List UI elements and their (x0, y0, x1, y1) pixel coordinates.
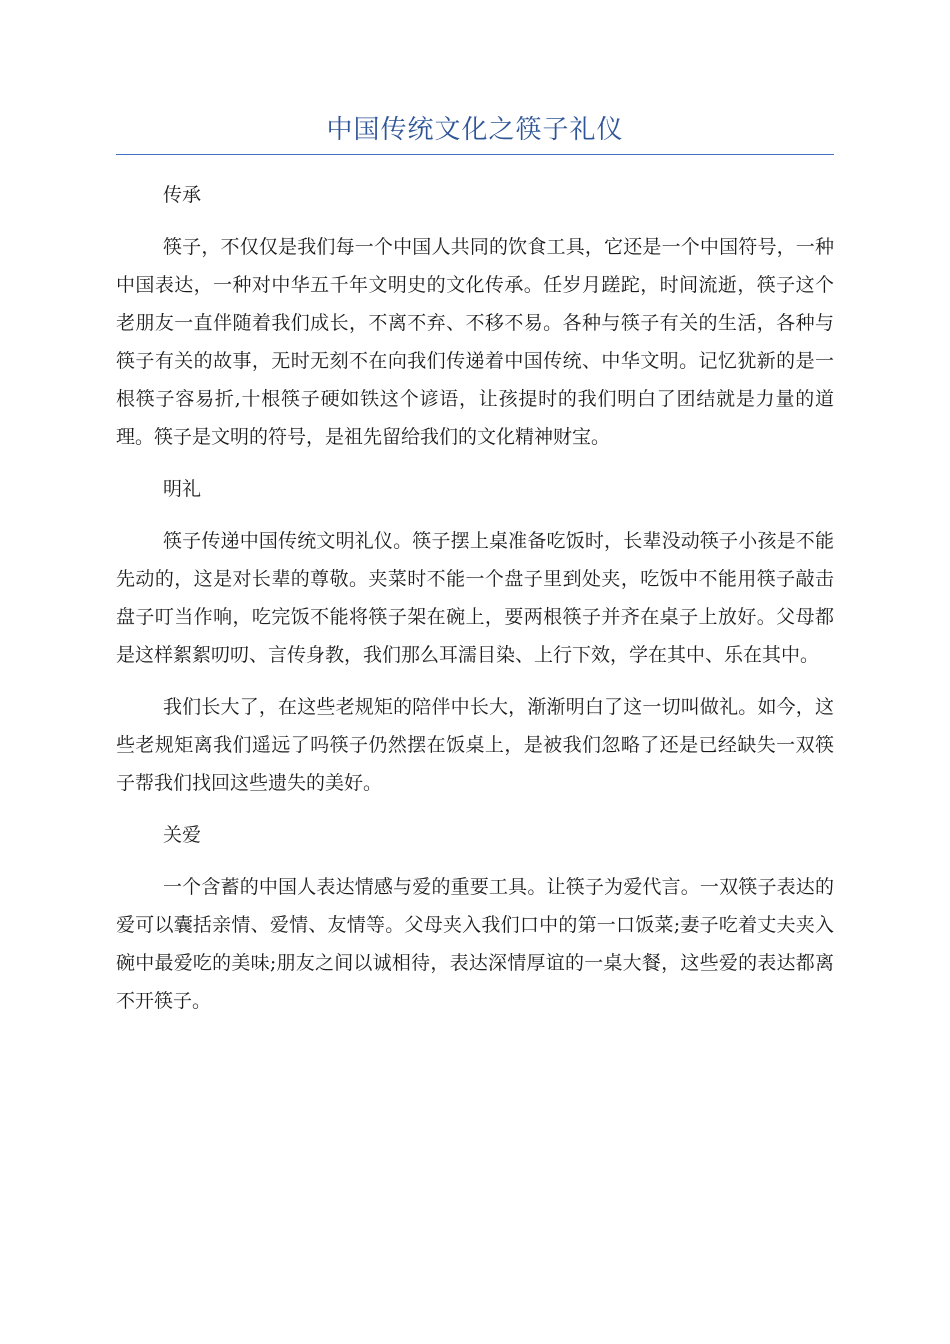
section-heading-inheritance: 传承 (163, 184, 202, 206)
section-heading-care: 关爱 (163, 824, 202, 846)
section-heading-etiquette: 明礼 (163, 478, 202, 500)
document-body (116, 176, 834, 1020)
paragraph: 我们长大了，在这些老规矩的陪伴中长大，渐渐明白了这一切叫做礼。如今，这些老规矩离我们遥远了吗筷子仍然摆在饭桌上，是被我们忽略了还是已经缺失一双筷子帮我们找回这些遗失的美好。 (116, 696, 834, 794)
title-underline (116, 154, 834, 155)
paragraph: 筷子传递中国传统文明礼仪。筷子摆上桌准备吃饭时，长辈没动筷子小孩是不能先动的，这是对长辈的尊敬。夹菜时不能一个盘子里到处夹，吃饭中不能用筷子敲击盘子叮当作响，吃完饭不能将筷子架在碗上，要两根筷子并齐在桌子上放好。父母都是这样絮絮叨叨、言传身教，我们那么耳濡目染、上行下效，学在其中、乐在其中。 (116, 530, 834, 666)
paragraph: 筷子，不仅仅是我们每一个中国人共同的饮食工具，它还是一个中国符号，一种中国表达，一种对中华五千年文明史的文化传承。任岁月蹉跎，时间流逝，筷子这个老朋友一直伴随着我们成长，不离不弃、不移不易。各种与筷子有关的生活，各种与筷子有关的故事，无时无刻不在向我们传递着中国传统、中华文明。记忆犹新的是一根筷子容易折,十根筷子硬如铁这个谚语，让孩提时的我们明白了团结就是力量的道理。筷子是文明的符号，是祖先留给我们的文化精神财宝。 (116, 236, 834, 448)
document-title: 中国传统文化之筷子礼仪 (326, 115, 624, 145)
paragraph: 一个含蓄的中国人表达情感与爱的重要工具。让筷子为爱代言。一双筷子表达的爱可以囊括亲情、爱情、友情等。父母夹入我们口中的第一口饭菜;妻子吃着丈夫夹入碗中最爱吃的美味;朋友之间以诚相待，表达深情厚谊的一桌大餐，这些爱的表达都离不开筷子。 (116, 876, 834, 1012)
